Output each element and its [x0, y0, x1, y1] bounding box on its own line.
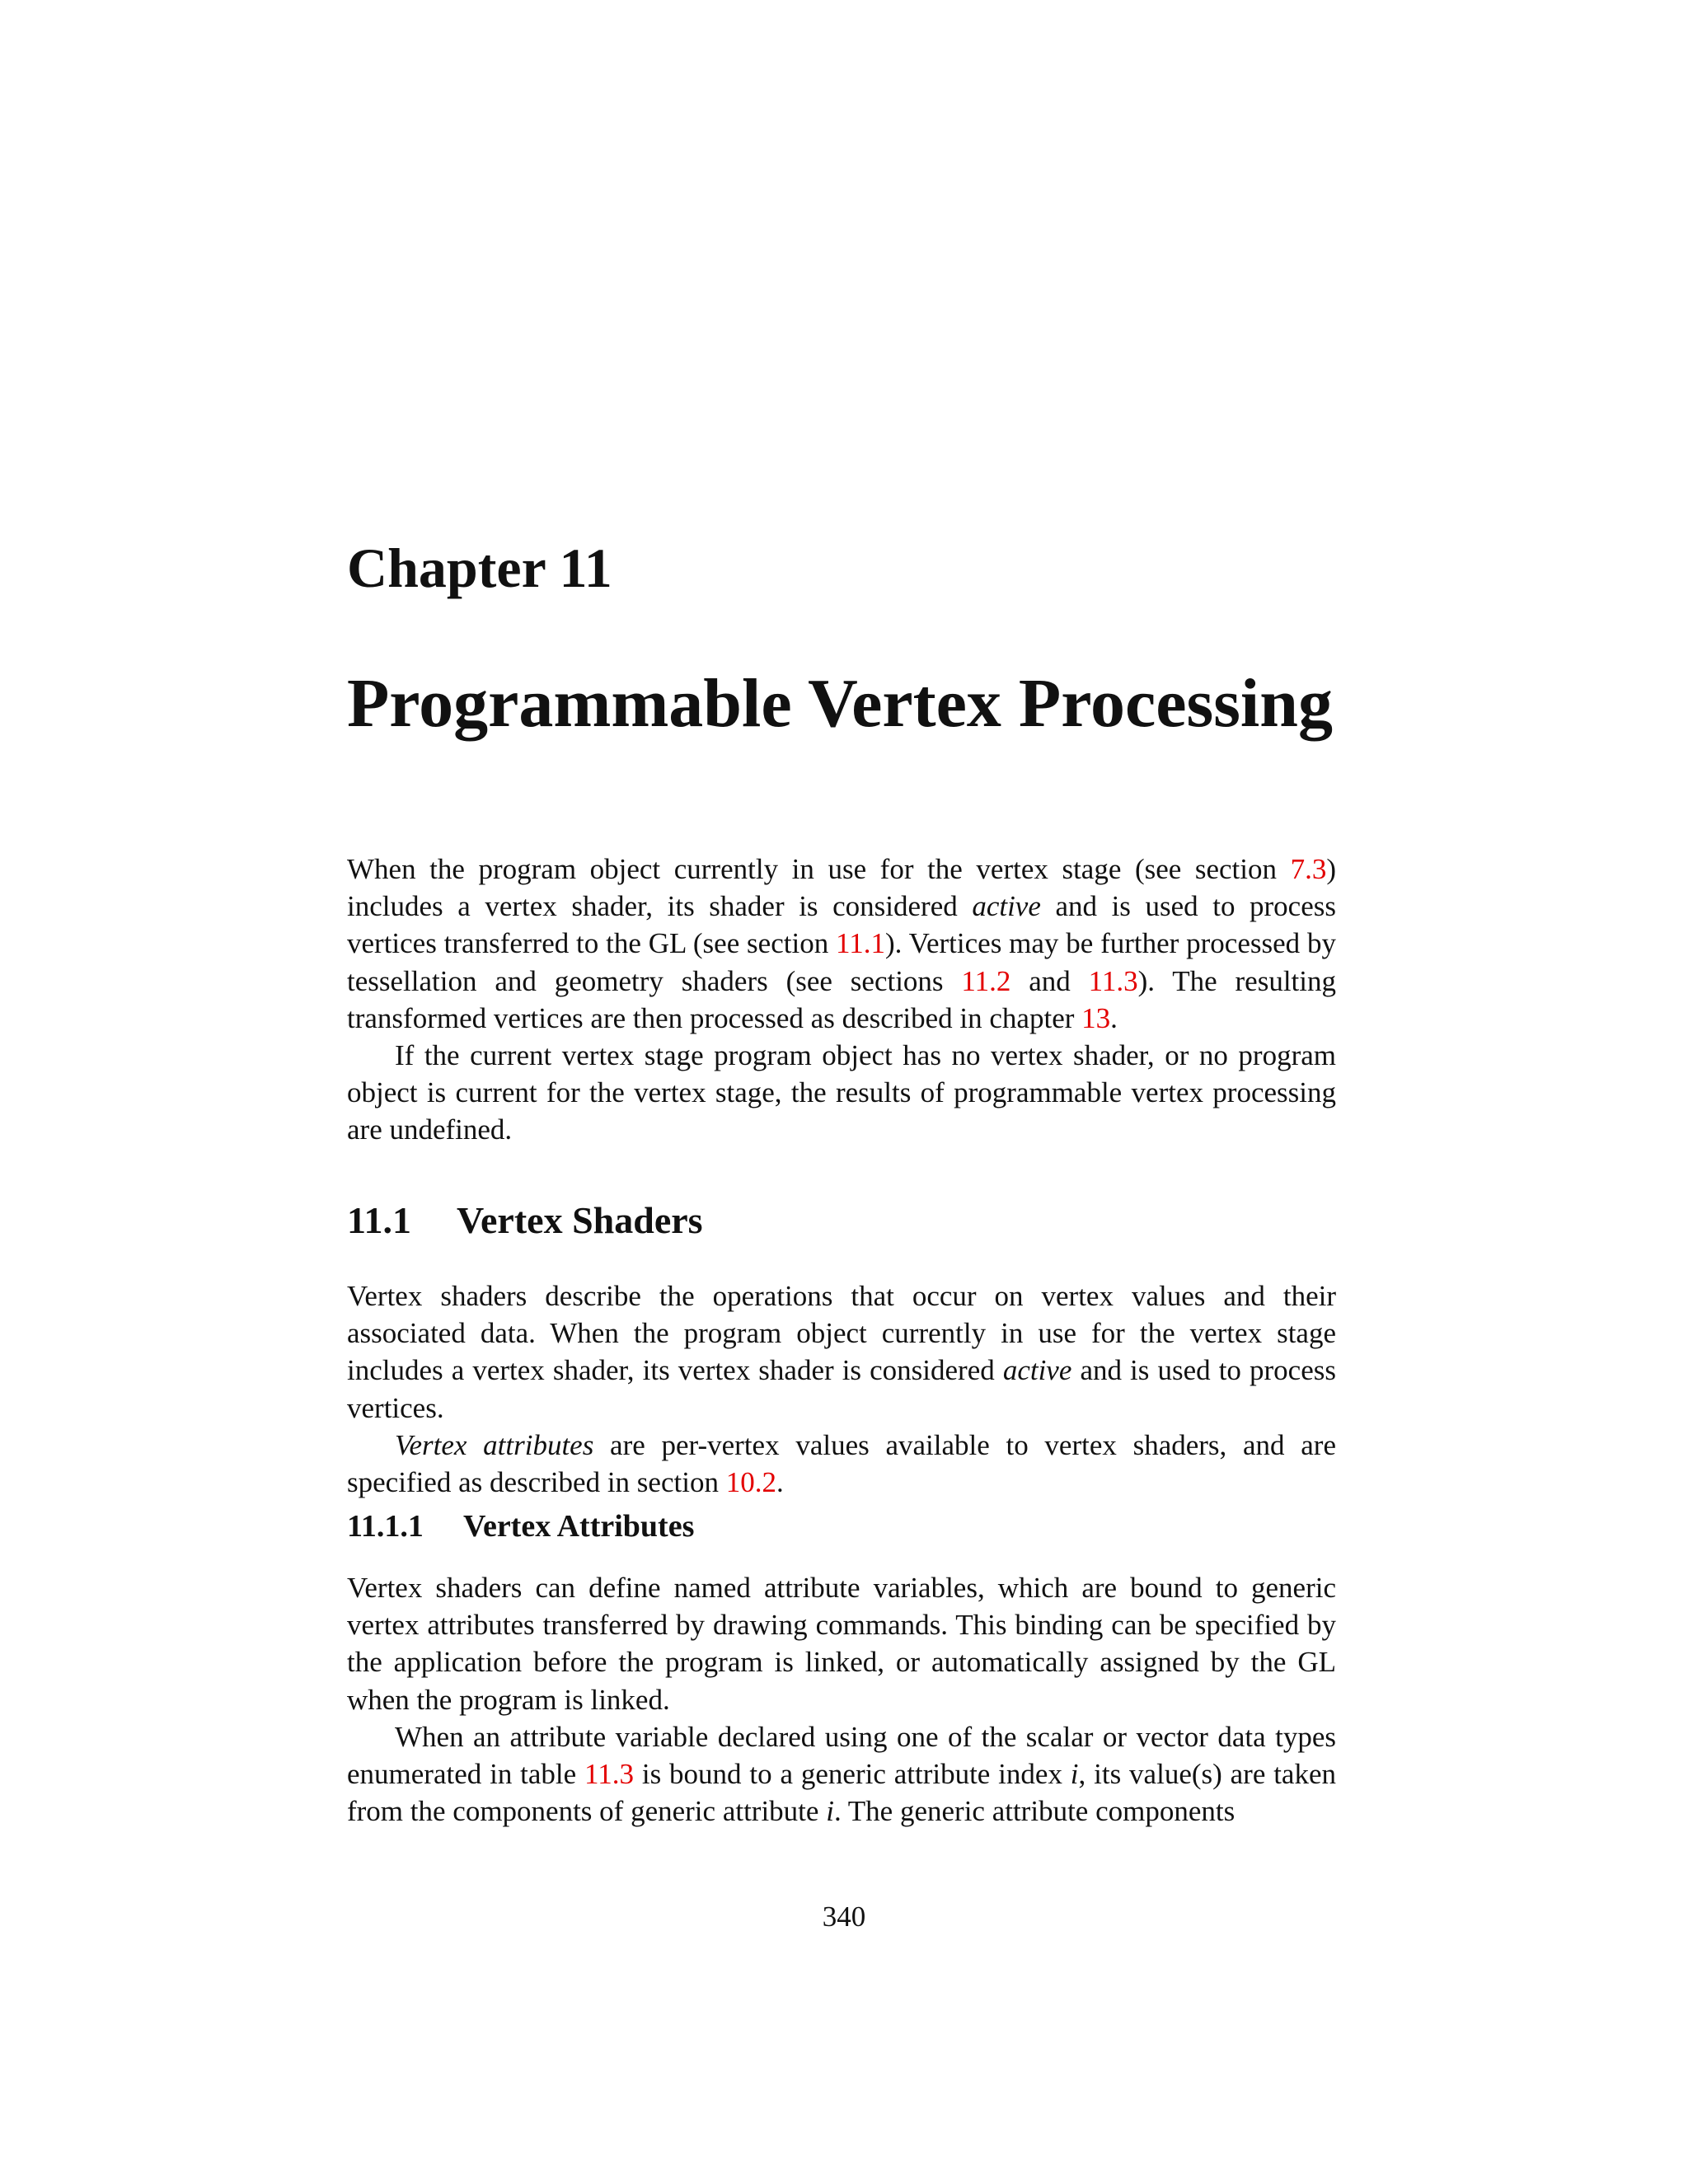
section-heading-11-1 — [347, 1199, 703, 1241]
section-ref-11-1[interactable]: 11.1 — [836, 927, 885, 960]
text-run: and is used to process vertices transferred to the GL (see section — [347, 890, 1336, 960]
intro-paragraph-2: If the current vertex stage program object has no vertex shader, or no program object is current for the vertex stage, the results of programmable vertex processing are undefined. — [347, 1039, 1336, 1146]
text-run: ). Vertices may be further processed by tessellation and geometry shaders (see sections — [347, 927, 1336, 997]
emphasis-term: active — [1002, 1354, 1072, 1387]
section-ref-11-3[interactable]: 11.3 — [1088, 964, 1138, 997]
text-run: are per-vertex values available to vertex shaders, and are specified as described in section — [347, 1428, 1336, 1499]
emphasis-term: Vertex attributes — [395, 1428, 594, 1461]
subsection-heading-11-1-1 — [347, 1511, 694, 1542]
section-11-1-paragraph-1 — [347, 1277, 1336, 1427]
text-run: . The generic attribute components — [833, 1795, 1236, 1828]
section-11-1-1-paragraph-1: Vertex shaders can define named attribute variables, which are bound to generic vertex attributes transferred by drawing commands. This binding can be specified by the application before the program is linked, or automatically assigned by the GL when the program is linked. — [347, 1572, 1336, 1716]
section-ref-10-2[interactable]: 10.2 — [725, 1466, 776, 1499]
math-variable: i — [826, 1795, 834, 1828]
emphasis-term: active — [972, 890, 1041, 923]
text-run: . — [1110, 1001, 1118, 1034]
section-11-1-text — [347, 1277, 1336, 1501]
intro-paragraph-1 — [347, 851, 1336, 1037]
page-number: 340 — [822, 1900, 866, 1933]
section-ref-11-2[interactable]: 11.2 — [961, 964, 1011, 997]
section-11-1-1-text — [347, 1569, 1336, 1830]
text-run: When the program object currently in use for the vertex stage (see section — [347, 853, 1291, 885]
text-run: . — [776, 1466, 784, 1499]
text-run: ). The resulting transformed vertices are then processed as described in chapter — [347, 964, 1336, 1034]
text-run: When an attribute variable declared using one of the scalar or vector data types enumerated in table — [347, 1720, 1336, 1791]
section-title: Vertex Shaders — [457, 1199, 703, 1241]
subsection-number: 11.1.1 — [347, 1509, 424, 1544]
text-run: ) includes a vertex shader, its shader is considered — [347, 853, 1336, 923]
math-variable: i — [1070, 1758, 1079, 1791]
section-11-1-1-paragraph-2 — [347, 1718, 1336, 1830]
subsection-title: Vertex Attributes — [463, 1509, 695, 1544]
text-run: , its value(s) are taken from the components of generic attribute — [347, 1758, 1337, 1828]
text-run: and — [1010, 964, 1089, 997]
section-number: 11.1 — [347, 1199, 411, 1241]
chapter-title: Programmable Vertex Processing — [347, 665, 1333, 742]
text-run: Vertex shaders describe the operations that occur on vertex values and their associated data. When the program object currently in use for the vertex stage includes a vertex shader, its vertex shader is considered — [347, 1280, 1336, 1387]
table-ref-11-3[interactable]: 11.3 — [584, 1758, 634, 1791]
chapter-label: Chapter 11 — [347, 537, 612, 599]
section-ref-7-3[interactable]: 7.3 — [1290, 853, 1327, 885]
section-11-1-paragraph-2 — [347, 1427, 1336, 1501]
text-run: and is used to process vertices. — [347, 1354, 1336, 1424]
text-run: is bound to a generic attribute index — [634, 1758, 1071, 1791]
intro-text — [347, 851, 1336, 1149]
chapter-ref-13[interactable]: 13 — [1081, 1001, 1111, 1034]
